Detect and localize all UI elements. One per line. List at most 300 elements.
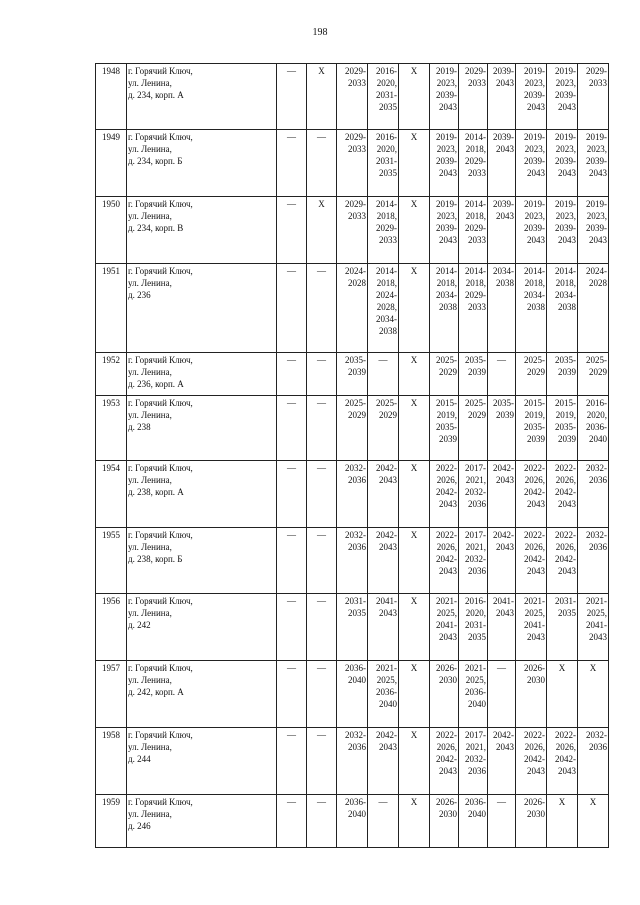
schedule-cell: [337, 661, 368, 728]
cell-line: 2019-: [555, 199, 576, 209]
schedule-cell: [547, 353, 578, 396]
cell-line: 2035: [379, 168, 397, 178]
cell-line: 2015-: [436, 398, 457, 408]
cell-line: 2039: [527, 434, 545, 444]
cell-line: 2016-: [376, 66, 397, 76]
schedule-cell: [399, 396, 430, 461]
table-row: [96, 197, 609, 264]
cell-line: —: [317, 530, 326, 540]
address-line: д. 234, корп. Б: [128, 156, 183, 166]
table-row: [96, 396, 609, 461]
schedule-cell: [337, 461, 368, 528]
cell-line: 2022-: [555, 530, 576, 540]
schedule-cell: [430, 396, 459, 461]
cell-line: 2039: [558, 367, 576, 377]
address-line: г. Горячий Ключ,: [128, 199, 193, 209]
row-number: 1956: [102, 596, 120, 606]
cell-line: 2031-: [465, 620, 486, 630]
cell-line: 2029-: [465, 66, 486, 76]
cell-line: 2025-: [345, 398, 366, 408]
cell-line: X: [558, 663, 566, 673]
address-cell: [127, 264, 277, 353]
address-line: ул. Ленина,: [128, 144, 172, 154]
schedule-cell: [516, 197, 547, 264]
row-number-cell: [96, 728, 127, 795]
cell-line: 2035-: [345, 355, 366, 365]
address-cell: [127, 728, 277, 795]
cell-line: X: [410, 663, 418, 673]
cell-line: 2021-: [436, 596, 457, 606]
cell-line: 2014-: [524, 266, 545, 276]
cell-line: X: [410, 199, 418, 209]
cell-line: 2038: [439, 302, 457, 312]
cell-line: 2029: [527, 367, 545, 377]
cell-line: 2036: [348, 542, 366, 552]
schedule-cell: [459, 197, 488, 264]
cell-line: 2029: [439, 367, 457, 377]
schedule-cell: [399, 130, 430, 197]
schedule-cell: [307, 130, 337, 197]
schedule-cell: [399, 528, 430, 594]
cell-line: 2043: [496, 144, 514, 154]
schedule-cell: [516, 396, 547, 461]
cell-line: 2039-: [524, 223, 545, 233]
schedule-cell: [430, 461, 459, 528]
cell-line: 2033: [468, 235, 486, 245]
cell-line: 2038: [558, 302, 576, 312]
cell-line: 2023,: [586, 144, 607, 154]
address-line: ул. Ленина,: [128, 410, 172, 420]
address-line: г. Горячий Ключ,: [128, 398, 193, 408]
address-line: г. Горячий Ключ,: [128, 730, 193, 740]
cell-line: 2041-: [493, 596, 514, 606]
schedule-cell: [337, 396, 368, 461]
cell-line: 2043: [527, 168, 545, 178]
cell-line: —: [317, 398, 326, 408]
cell-line: 2019-: [586, 132, 607, 142]
cell-line: 2043: [589, 632, 607, 642]
cell-line: 2029-: [345, 66, 366, 76]
cell-line: —: [287, 199, 296, 209]
cell-line: 2036-: [376, 687, 397, 697]
cell-line: 2040: [468, 699, 486, 709]
cell-line: 2043: [558, 235, 576, 245]
cell-line: —: [317, 663, 326, 673]
cell-line: 2042-: [436, 487, 457, 497]
cell-line: 2035-: [555, 355, 576, 365]
cell-line: 2021,: [465, 742, 486, 752]
cell-line: 2025-: [586, 355, 607, 365]
cell-line: 2018,: [376, 278, 397, 288]
cell-line: —: [317, 596, 326, 606]
cell-line: 2018,: [436, 278, 457, 288]
address-line: д. 242: [128, 620, 151, 630]
schedule-cell: [488, 353, 516, 396]
cell-line: 2040: [379, 699, 397, 709]
cell-line: 2026-: [436, 663, 457, 673]
schedule-cell: [430, 661, 459, 728]
schedule-cell: [578, 197, 609, 264]
schedule-cell: [516, 728, 547, 795]
schedule-cell: [277, 795, 307, 848]
cell-line: 2023,: [524, 78, 545, 88]
schedule-cell: [368, 197, 399, 264]
table-row: [96, 795, 609, 848]
schedule-cell: [277, 661, 307, 728]
row-number: 1952: [102, 355, 120, 365]
cell-line: 2029-: [376, 223, 397, 233]
schedule-cell: [578, 264, 609, 353]
cell-line: X: [410, 463, 418, 473]
schedule-cell: [277, 197, 307, 264]
schedule-cell: [459, 130, 488, 197]
cell-line: 2036-: [345, 797, 366, 807]
address-cell: [127, 197, 277, 264]
schedule-cell: [430, 728, 459, 795]
cell-line: 2018,: [465, 278, 486, 288]
cell-line: 2039-: [436, 156, 457, 166]
schedule-cell: [368, 528, 399, 594]
row-number-cell: [96, 528, 127, 594]
schedule-cell: [578, 396, 609, 461]
cell-line: 2034-: [493, 266, 514, 276]
schedule-cell: [307, 64, 337, 130]
schedule-cell: [459, 64, 488, 130]
cell-line: 2025,: [376, 675, 397, 685]
schedule-cell: [516, 130, 547, 197]
cell-line: 2014-: [376, 266, 397, 276]
schedule-cell: [547, 130, 578, 197]
schedule-cell: [368, 661, 399, 728]
cell-line: 2042-: [376, 730, 397, 740]
table-row: [96, 594, 609, 661]
cell-line: 2026,: [436, 542, 457, 552]
cell-line: 2033: [379, 235, 397, 245]
cell-line: 2015-: [524, 398, 545, 408]
schedule-cell: [307, 795, 337, 848]
cell-line: 2039: [468, 367, 486, 377]
cell-line: 2029-: [345, 199, 366, 209]
schedule-cell: [547, 661, 578, 728]
page-number: 198: [312, 27, 328, 38]
cell-line: 2039: [348, 367, 366, 377]
cell-line: X: [410, 596, 418, 606]
cell-line: 2014-: [465, 132, 486, 142]
cell-line: 2039-: [493, 132, 514, 142]
cell-line: 2025-: [436, 355, 457, 365]
row-number-cell: [96, 661, 127, 728]
cell-line: 2028: [589, 278, 607, 288]
schedule-cell: [368, 64, 399, 130]
cell-line: 2026,: [555, 742, 576, 752]
cell-line: 2033: [589, 78, 607, 88]
address-line: г. Горячий Ключ,: [128, 463, 193, 473]
address-line: ул. Ленина,: [128, 675, 172, 685]
address-cell: [127, 795, 277, 848]
cell-line: —: [287, 530, 296, 540]
cell-line: 2043: [379, 542, 397, 552]
cell-line: 2043: [439, 168, 457, 178]
row-number-cell: [96, 353, 127, 396]
schedule-cell: [399, 795, 430, 848]
table-row: [96, 353, 609, 396]
cell-line: —: [317, 132, 326, 142]
cell-line: —: [287, 266, 296, 276]
cell-line: 2036: [589, 475, 607, 485]
cell-line: 2029-: [345, 132, 366, 142]
schedule-cell: [578, 353, 609, 396]
address-line: г. Горячий Ключ,: [128, 266, 193, 276]
cell-line: 2024-: [376, 290, 397, 300]
schedule-cell: [578, 64, 609, 130]
cell-line: 2019-: [436, 199, 457, 209]
address-cell: [127, 396, 277, 461]
schedule-cell: [547, 197, 578, 264]
cell-line: 2043: [527, 499, 545, 509]
cell-line: 2015-: [555, 398, 576, 408]
cell-line: 2036-: [586, 422, 607, 432]
cell-line: 2040: [589, 434, 607, 444]
cell-line: 2025,: [436, 608, 457, 618]
cell-line: 2023,: [555, 211, 576, 221]
cell-line: —: [287, 730, 296, 740]
cell-line: 2025,: [586, 608, 607, 618]
cell-line: 2036-: [465, 797, 486, 807]
schedule-cell: [399, 661, 430, 728]
row-number-cell: [96, 461, 127, 528]
cell-line: 2025-: [465, 398, 486, 408]
cell-line: 2032-: [586, 530, 607, 540]
cell-line: —: [317, 730, 326, 740]
cell-line: 2043: [379, 608, 397, 618]
address-cell: [127, 461, 277, 528]
cell-line: 2029-: [465, 223, 486, 233]
cell-line: 2023,: [555, 144, 576, 154]
schedule-cell: [547, 461, 578, 528]
schedule-cell: [399, 197, 430, 264]
address-line: ул. Ленина,: [128, 278, 172, 288]
cell-line: 2038: [379, 326, 397, 336]
schedule-cell: [516, 461, 547, 528]
schedule-cell: [516, 661, 547, 728]
cell-line: 2038: [496, 278, 514, 288]
cell-line: 2039: [496, 410, 514, 420]
cell-line: 2039-: [493, 66, 514, 76]
address-line: г. Горячий Ключ,: [128, 663, 193, 673]
schedule-cell: [488, 594, 516, 661]
schedule-cell: [547, 795, 578, 848]
schedule-cell: [459, 661, 488, 728]
schedule-cell: [459, 396, 488, 461]
address-line: д. 238, корп. Б: [128, 554, 183, 564]
schedule-cell: [307, 396, 337, 461]
cell-line: 2035-: [493, 398, 514, 408]
cell-line: 2023,: [436, 144, 457, 154]
schedule-cell: [488, 396, 516, 461]
cell-line: X: [318, 66, 325, 76]
schedule-cell: [337, 130, 368, 197]
cell-line: —: [287, 355, 296, 365]
schedule-cell: [368, 594, 399, 661]
row-number: 1959: [102, 797, 120, 807]
cell-line: —: [317, 355, 326, 365]
schedule-cell: [430, 64, 459, 130]
cell-line: 2043: [558, 168, 576, 178]
cell-line: 2039-: [555, 90, 576, 100]
cell-line: 2035-: [436, 422, 457, 432]
cell-line: 2031-: [376, 90, 397, 100]
schedule-cell: [337, 795, 368, 848]
cell-line: 2029-: [465, 290, 486, 300]
cell-line: 2029: [379, 410, 397, 420]
cell-line: 2036: [468, 566, 486, 576]
schedule-cell: [488, 528, 516, 594]
schedule-cell: [459, 461, 488, 528]
cell-line: 2033: [468, 168, 486, 178]
cell-line: 2034-: [436, 290, 457, 300]
cell-line: 2021-: [376, 663, 397, 673]
cell-line: 2043: [558, 102, 576, 112]
cell-line: 2026,: [555, 542, 576, 552]
schedule-cell: [399, 264, 430, 353]
cell-line: 2043: [527, 235, 545, 245]
row-number: 1953: [102, 398, 120, 408]
cell-line: 2032-: [465, 554, 486, 564]
schedule-cell: [488, 661, 516, 728]
schedule-cell: [516, 353, 547, 396]
cell-line: 2035-: [465, 355, 486, 365]
address-line: д. 238: [128, 422, 151, 432]
cell-line: 2034-: [524, 290, 545, 300]
cell-line: 2043: [496, 542, 514, 552]
cell-line: —: [378, 797, 388, 807]
address-line: ул. Ленина,: [128, 211, 172, 221]
schedule-cell: [488, 64, 516, 130]
schedule-cell: [578, 528, 609, 594]
cell-line: 2032-: [586, 463, 607, 473]
schedule-cell: [516, 795, 547, 848]
schedule-cell: [337, 197, 368, 264]
row-number: 1954: [102, 463, 120, 473]
schedule-cell: [578, 728, 609, 795]
schedule-cell: [459, 353, 488, 396]
cell-line: 2042-: [376, 463, 397, 473]
schedule-cell: [337, 264, 368, 353]
schedule-cell: [430, 528, 459, 594]
address-line: г. Горячий Ключ,: [128, 596, 193, 606]
cell-line: 2043: [439, 499, 457, 509]
row-number-cell: [96, 64, 127, 130]
address-cell: [127, 594, 277, 661]
schedule-cell: [459, 528, 488, 594]
cell-line: 2042-: [436, 554, 457, 564]
cell-line: —: [287, 663, 296, 673]
cell-line: 2043: [496, 475, 514, 485]
schedule-cell: [277, 728, 307, 795]
cell-line: 2042-: [493, 530, 514, 540]
schedule-cell: [488, 197, 516, 264]
cell-line: 2041-: [586, 620, 607, 630]
cell-line: 2014-: [465, 199, 486, 209]
cell-line: 2019-: [524, 66, 545, 76]
cell-line: 2031-: [345, 596, 366, 606]
address-line: д. 234, корп. В: [128, 223, 184, 233]
schedule-cell: [277, 594, 307, 661]
cell-line: 2026,: [436, 742, 457, 752]
schedule-cell: [547, 264, 578, 353]
cell-line: 2043: [439, 235, 457, 245]
cell-line: 2032-: [345, 530, 366, 540]
cell-line: 2018,: [465, 144, 486, 154]
cell-line: 2039-: [586, 223, 607, 233]
cell-line: 2022-: [555, 730, 576, 740]
cell-line: X: [410, 398, 418, 408]
cell-line: 2031-: [376, 156, 397, 166]
schedule-cell: [578, 795, 609, 848]
schedule-cell: [399, 353, 430, 396]
cell-line: 2039-: [436, 223, 457, 233]
cell-line: 2039: [439, 434, 457, 444]
schedule-cell: [277, 396, 307, 461]
schedule-cell: [307, 594, 337, 661]
cell-line: 2035: [558, 608, 576, 618]
cell-line: 2021-: [524, 596, 545, 606]
cell-line: —: [497, 797, 506, 807]
schedule-cell: [399, 64, 430, 130]
cell-line: 2043: [589, 168, 607, 178]
schedule-cell: [337, 528, 368, 594]
cell-line: 2043: [379, 742, 397, 752]
cell-line: X: [589, 797, 597, 807]
cell-line: —: [497, 355, 506, 365]
cell-line: 2042-: [555, 487, 576, 497]
cell-line: 2026-: [524, 797, 545, 807]
cell-line: 2030: [527, 675, 545, 685]
row-number: 1948: [102, 66, 120, 76]
schedule-cell: [430, 353, 459, 396]
cell-line: —: [287, 797, 296, 807]
cell-line: 2042-: [376, 530, 397, 540]
cell-line: 2033: [348, 211, 366, 221]
cell-line: X: [410, 266, 418, 276]
cell-line: 2025-: [376, 398, 397, 408]
cell-line: 2030: [439, 809, 457, 819]
cell-line: 2029-: [465, 156, 486, 166]
cell-line: 2022-: [436, 530, 457, 540]
cell-line: 2035-: [555, 422, 576, 432]
row-number: 1955: [102, 530, 120, 540]
cell-line: X: [558, 797, 566, 807]
cell-line: 2031-: [555, 596, 576, 606]
address-cell: [127, 64, 277, 130]
schedule-cell: [516, 264, 547, 353]
address-line: д. 246: [128, 821, 151, 831]
cell-line: 2043: [439, 566, 457, 576]
cell-line: —: [287, 132, 296, 142]
schedule-cell: [459, 594, 488, 661]
cell-line: 2043: [527, 766, 545, 776]
cell-line: 2039-: [493, 199, 514, 209]
schedule-cell: [430, 197, 459, 264]
schedule-cell: [368, 130, 399, 197]
cell-line: 2019-: [436, 66, 457, 76]
cell-line: 2041-: [376, 596, 397, 606]
schedule-cell: [430, 130, 459, 197]
schedule-cell: [368, 396, 399, 461]
address-line: д. 238, корп. А: [128, 487, 184, 497]
schedule-cell: [277, 64, 307, 130]
cell-line: 2021,: [465, 475, 486, 485]
